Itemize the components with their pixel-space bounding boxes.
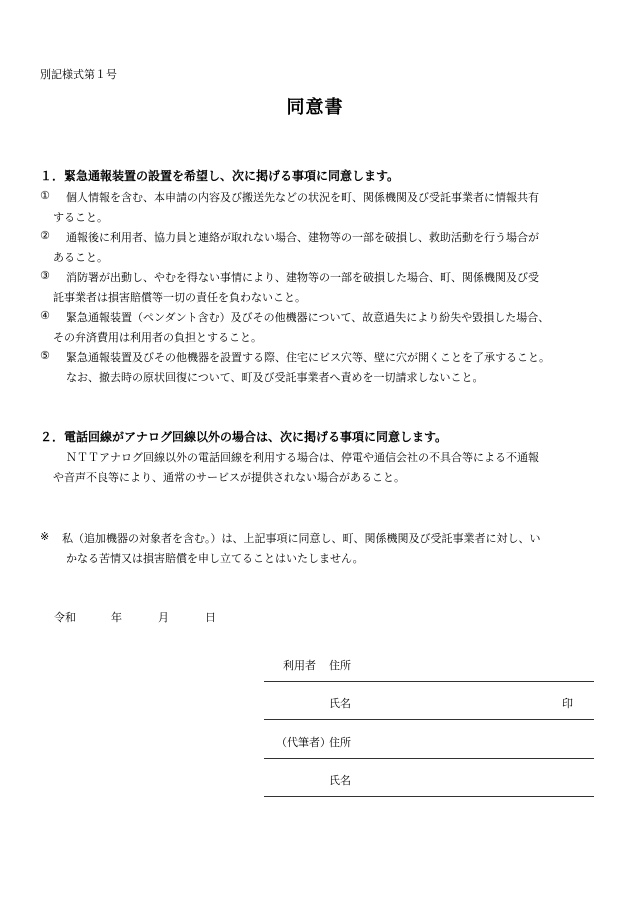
item-marker: ③ — [40, 269, 50, 282]
item-text: なお、撤去時の原状回復について、町及び受託事業者へ責めを一切請求しないこと。 — [66, 371, 484, 384]
section1-heading: １．緊急通報装置の設置を希望し、次に掲げる事項に同意します。 — [40, 169, 400, 183]
page-title: 同意書 — [286, 97, 344, 118]
item-text: その弁済費用は利用者の負担とすること。 — [53, 331, 262, 344]
item-text: 緊急通報装置及びその他機器を設置する際、住宅にビス穴等、壁に穴が開くことを了承すること。 — [66, 351, 550, 364]
item-text: 緊急通報装置（ペンダント含む）及びその他機器について、故意過失により紛失や毀損した場合、 — [66, 311, 550, 324]
item-text: あること。 — [53, 251, 108, 264]
note-marker: ※ — [40, 530, 50, 543]
date-year: 年 — [111, 611, 122, 624]
item-marker: ① — [40, 189, 50, 202]
item-text: すること。 — [53, 211, 108, 224]
item-text: 託事業者は損害賠償等一切の責任を負わないこと。 — [53, 291, 306, 304]
item-marker: ④ — [40, 309, 50, 322]
note-text: かなる苦情又は損害賠償を申し立てることはいたしません。 — [66, 552, 364, 565]
item-marker: ② — [40, 229, 50, 242]
item-text: 消防署が出動し、やむを得ない事情により、建物等の一部を破損した場合、町、関係機関及び受 — [66, 271, 539, 284]
user-name-line[interactable] — [264, 719, 594, 720]
user-address-label: 住所 — [329, 659, 351, 672]
note-text: 私（追加機器の対象者を含む。）は、上記事項に同意し、町、関係機関及び受託事業者に対し、い — [62, 532, 541, 545]
section2-text: ＮＴＴアナログ回線以外の電話回線を利用する場合は、停電や通信会社の不具合等による不通報 — [66, 451, 539, 464]
proxy-address-label: 住所 — [329, 736, 351, 749]
date-month: 月 — [158, 611, 169, 624]
item-text: 個人情報を含む、本申請の内容及び搬送先などの状況を町、関係機関及び受託事業者に情報共有 — [66, 191, 539, 204]
section2-text: や音声不良等により、通常のサービスが提供されない場合があること。 — [53, 471, 405, 484]
proxy-name-line[interactable] — [264, 796, 594, 797]
section2-heading: ２．電話回線がアナログ回線以外の場合は、次に掲げる事項に同意します。 — [40, 430, 448, 444]
date-day: 日 — [205, 611, 216, 624]
proxy-name-label: 氏名 — [329, 774, 351, 787]
proxy-address-line[interactable] — [264, 758, 594, 759]
proxy-label: （代筆者） — [276, 736, 331, 749]
item-text: 通報後に利用者、協力員と連絡が取れない場合、建物等の一部を破損し、救助活動を行う場合が — [66, 231, 539, 244]
seal-label: 印 — [562, 697, 573, 710]
item-marker: ⑤ — [40, 349, 50, 362]
date-era: 令和 — [54, 611, 76, 624]
user-name-label: 氏名 — [329, 697, 351, 710]
form-number: 別記様式第１号 — [40, 68, 117, 81]
user-label: 利用者 — [283, 659, 316, 672]
user-address-line[interactable] — [264, 681, 594, 682]
